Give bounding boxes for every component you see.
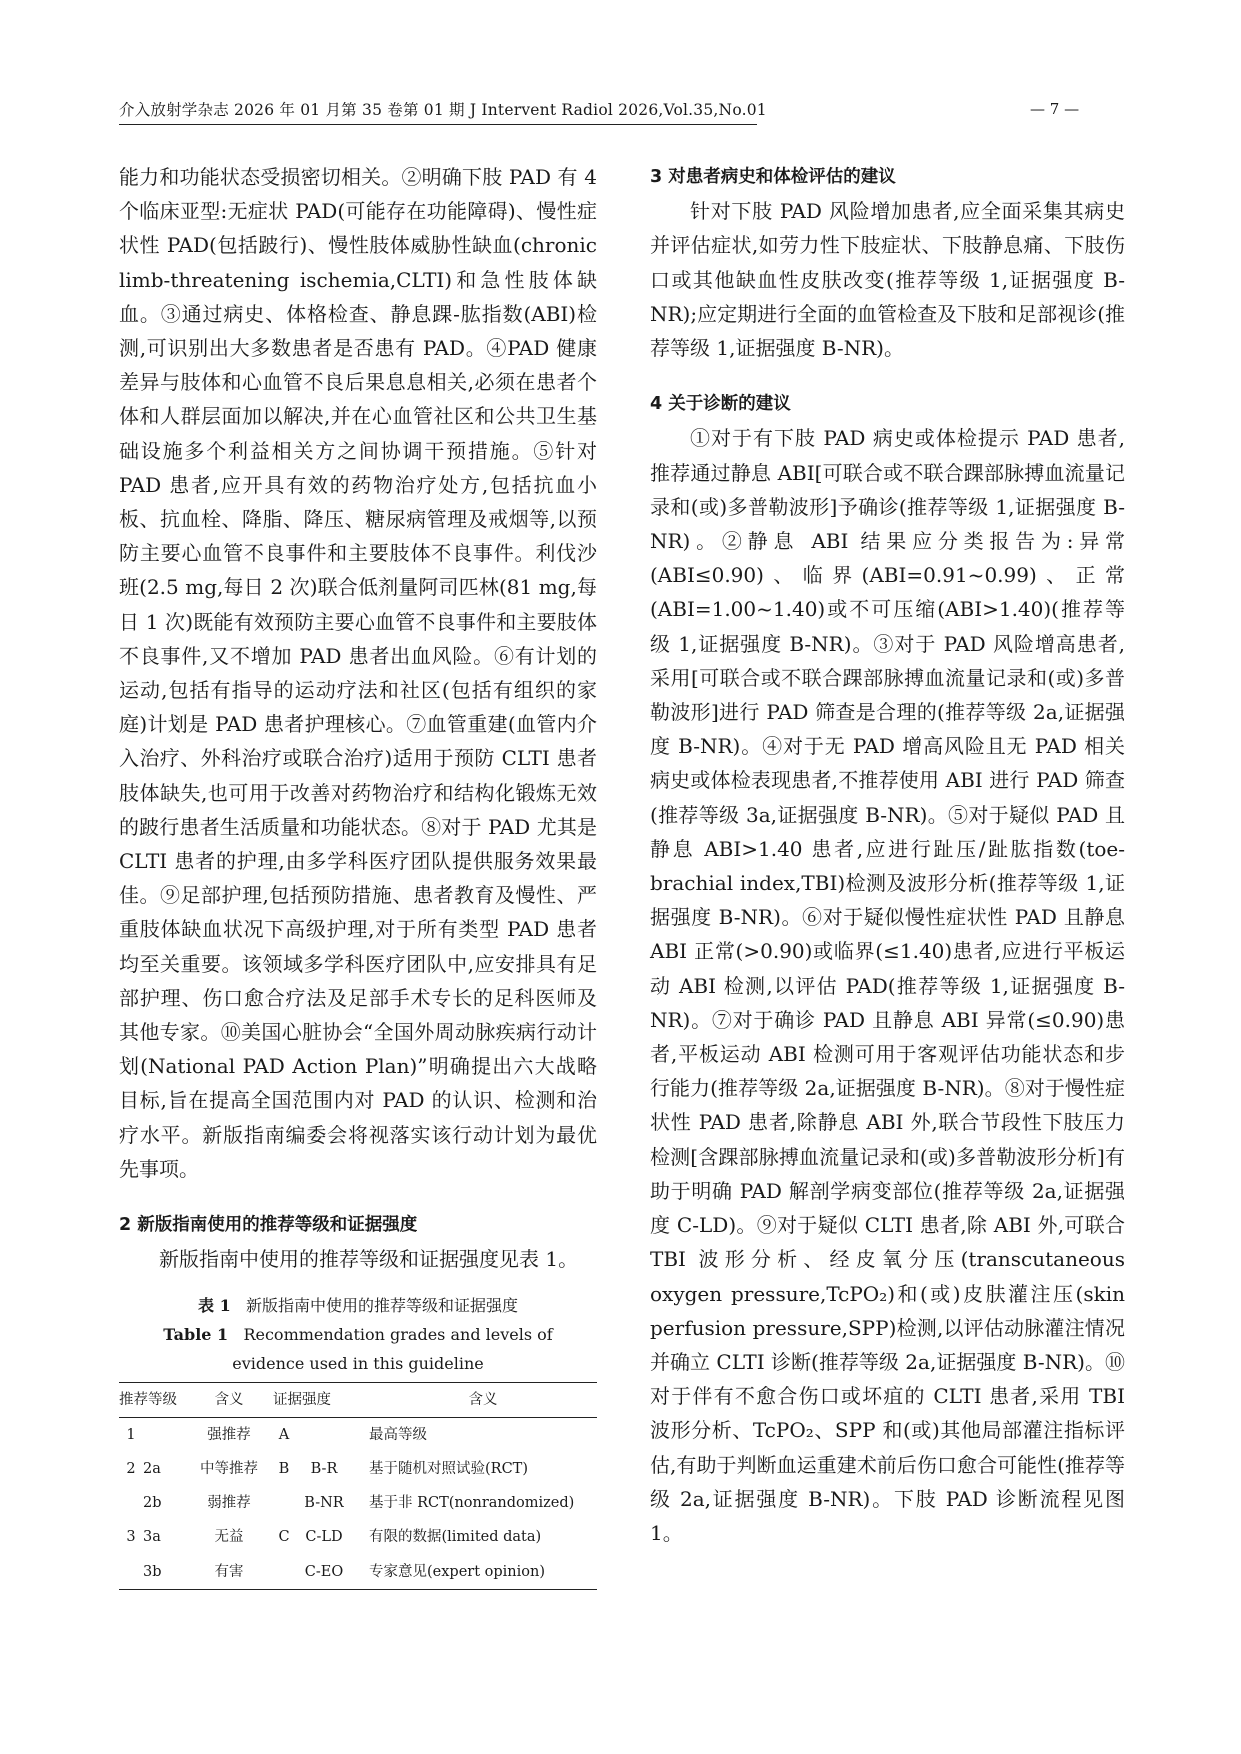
table-label-en: Table 1 <box>163 1324 229 1344</box>
table-row: 1 强推荐 A 最高等级 <box>126 1426 427 1443</box>
table-row: 2 2a 中等推荐 B B-R 基于随机对照试验(RCT) <box>126 1460 528 1477</box>
body-paragraph: 能力和功能状态受损密切相关。②明确下肢 PAD 有 4 个临床亚型:无症状 PAD(可能存在功能障碍)、慢性症状性 PAD(包括跛行)、慢性肢体威胁性缺血(chronic limb-threatening ischemia,CLTI)和急性肢体缺血。③通过病史、体格检查、静息踝-肱指数(ABI)检测,可识别出大多数患者是否患有 PAD。④PAD 健康差异与肢体和心血管不良后果息息相关,必须在患者个体和人群层面加以解决,并在心血管社区和公共卫生基础设施多个利益相关方之间协调干预措施。⑤针对 PAD 患者,应开具有效的药物治疗处方,包括抗血小板、抗血栓、降脂、降压、糖尿病管理及戒烟等,以预防主要心血管不良事件和主要肢体不良事件。利伐沙班(2.5 mg,每日 2 次)联合低剂量阿司匹林(81 mg,每日 1 次)既能有效预防主要心血管不良事件和主要肢体不良事件,又不增加 PAD 患者出血风险。⑥有计划的运动,包括有指导的运动疗法和社区(包括有组织的家庭)计划是 PAD 患者护理核心。⑦血管重建(血管内介入治疗、外科治疗或联合治疗)适用于预防 CLTI 患者肢体缺失,也可用于改善对药物治疗和结构化锻炼无效的跛行患者生活质量和功能状态。⑧对于 PAD 尤其是 CLTI 患者的护理,由多学科医疗团队提供服务效果最佳。⑨足部护理,包括预防措施、患者教育及慢性、严重肢体缺血状况下高级护理,对于所有类型 PAD 患者均至关重要。该领域多学科医疗团队中,应安排具有足部护理、伤口愈合疗法及足部手术专长的足科医师及其他专家。⑩美国心脏协会“全国外周动脉疾病行动计划(National PAD Action Plan)”明确提出六大战略目标,旨在提高全国范围内对 PAD 的认识、检测和治疗水平。新版指南编委会将视落实该行动计划为最优先事项。 <box>119 165 597 1181</box>
header-rule <box>119 124 757 125</box>
table-caption-cn <box>119 1291 597 1320</box>
section-3-heading: 3 对患者病史和体检评估的建议 <box>650 167 896 187</box>
table-header-row <box>119 1382 597 1417</box>
section-2-heading: 2 新版指南使用的推荐等级和证据强度 <box>119 1215 418 1236</box>
header-evidence: 证据强度 <box>273 1391 331 1408</box>
right-column <box>650 160 1125 1550</box>
left-column <box>119 160 597 1590</box>
table-row: 3b 有害 C-EO 专家意见(expert opinion) <box>119 1555 597 1590</box>
section-2-paragraph: 新版指南中使用的推荐等级和证据强度见表 1。 <box>159 1247 579 1272</box>
section-4-paragraph: ①对于有下肢 PAD 病史或体检提示 PAD 患者,推荐通过静息 ABI[可联合或不联合踝部脉搏血流量记录和(或)多普勒波形]予确诊(推荐等级 1,证据强度 B-NR)。②静息 ABI 结果应分类报告为:异常(ABI≤0.90)、临界(ABI=0.91~0.99)、正常(ABI=1.00~1.40)或不可压缩(ABI>1.40)(推荐等级 1,证据强度 B-NR)。③对于 PAD 风险增高患者,采用[可联合或不联合踝部脉搏血流量记录和(或)多普勒波形]进行 PAD 筛查是合理的(推荐等级 2a,证据强度 B-NR)。④对于无 PAD 增高风险且无 PAD 相关病史或体检表现患者,不推荐使用 ABI 进行 PAD 筛查(推荐等级 3a,证据强度 B-NR)。⑤对于疑似 PAD 且静息 ABI>1.40 患者,应进行趾压/趾肱指数(toe-brachial index,TBI)检测及波形分析(推荐等级 1,证据强度 B-NR)。⑥对于疑似慢性症状性 PAD 且静息 ABI 正常(>0.90)或临界(≤1.40)患者,应进行平板运动 ABI 检测,以评估 PAD(推荐等级 1,证据强度 B-NR)。⑦对于确诊 PAD 且静息 ABI 异常(≤0.90)患者,平板运动 ABI 检测可用于客观评估功能状态和步行能力(推荐等级 2a,证据强度 B-NR)。⑧对于慢性症状性 PAD 患者,除静息 ABI 外,联合节段性下肢压力检测[含踝部脉搏血流量记录和(或)多普勒波形分析]有助于明确 PAD 解剖学病变部位(推荐等级 2a,证据强度 C-LD)。⑨对于疑似 CLTI 患者,除 ABI 外,可联合 TBI 波形分析、经皮氧分压(transcutaneous oxygen pressure,TcPO₂)和(或)皮肤灌注压(skin perfusion pressure,SPP)检测,以评估动脉灌注情况并确立 CLTI 诊断(推荐等级 2a,证据强度 B-NR)。⑩对于伴有不愈合伤口或坏疽的 CLTI 患者,采用 TBI 波形分析、TcPO₂、SPP 和(或)其他局部灌注指标评估,有助于判断血运重建术前后伤口愈合可能性(推荐等级 2a,证据强度 B-NR)。下肢 PAD 诊断流程见图 1。 <box>650 426 1125 1545</box>
header-meaning: 含义 <box>214 1391 244 1408</box>
running-header: 介入放射学杂志 2026 年 01 月第 35 卷第 01 期 J Intervent Radiol 2026,Vol.35,No.01 <box>119 101 767 119</box>
table-caption-en <box>119 1320 597 1378</box>
table-title-en: Recommendation grades and levels of evidence used in this guideline <box>232 1324 553 1373</box>
table-caption <box>119 1291 597 1378</box>
header-grade: 推荐等级 <box>119 1391 177 1408</box>
table-label-cn: 表 1 <box>198 1295 231 1315</box>
table-row: 3 3a 无益 C C-LD 有限的数据(limited data) <box>126 1529 542 1546</box>
section-3-paragraph: 针对下肢 PAD 风险增加患者,应全面采集其病史并评估症状,如劳力性下肢症状、下肢静息痛、下肢伤口或其他缺血性皮肤改变(推荐等级 1,证据强度 B-NR);应定期进行全面的血管检查及下肢和足部视诊(推荐等级 1,证据强度 B-NR)。 <box>650 199 1125 361</box>
page-number: — 7 — <box>1030 100 1080 118</box>
header-evidence-meaning: 含义 <box>468 1391 498 1408</box>
table-title-cn: 新版指南中使用的推荐等级和证据强度 <box>245 1295 518 1315</box>
section-4-heading: 4 关于诊断的建议 <box>650 394 791 415</box>
recommendation-table <box>119 1382 597 1590</box>
table-row: 2b 弱推荐 B-NR 基于非 RCT(nonrandomized) <box>143 1495 575 1512</box>
